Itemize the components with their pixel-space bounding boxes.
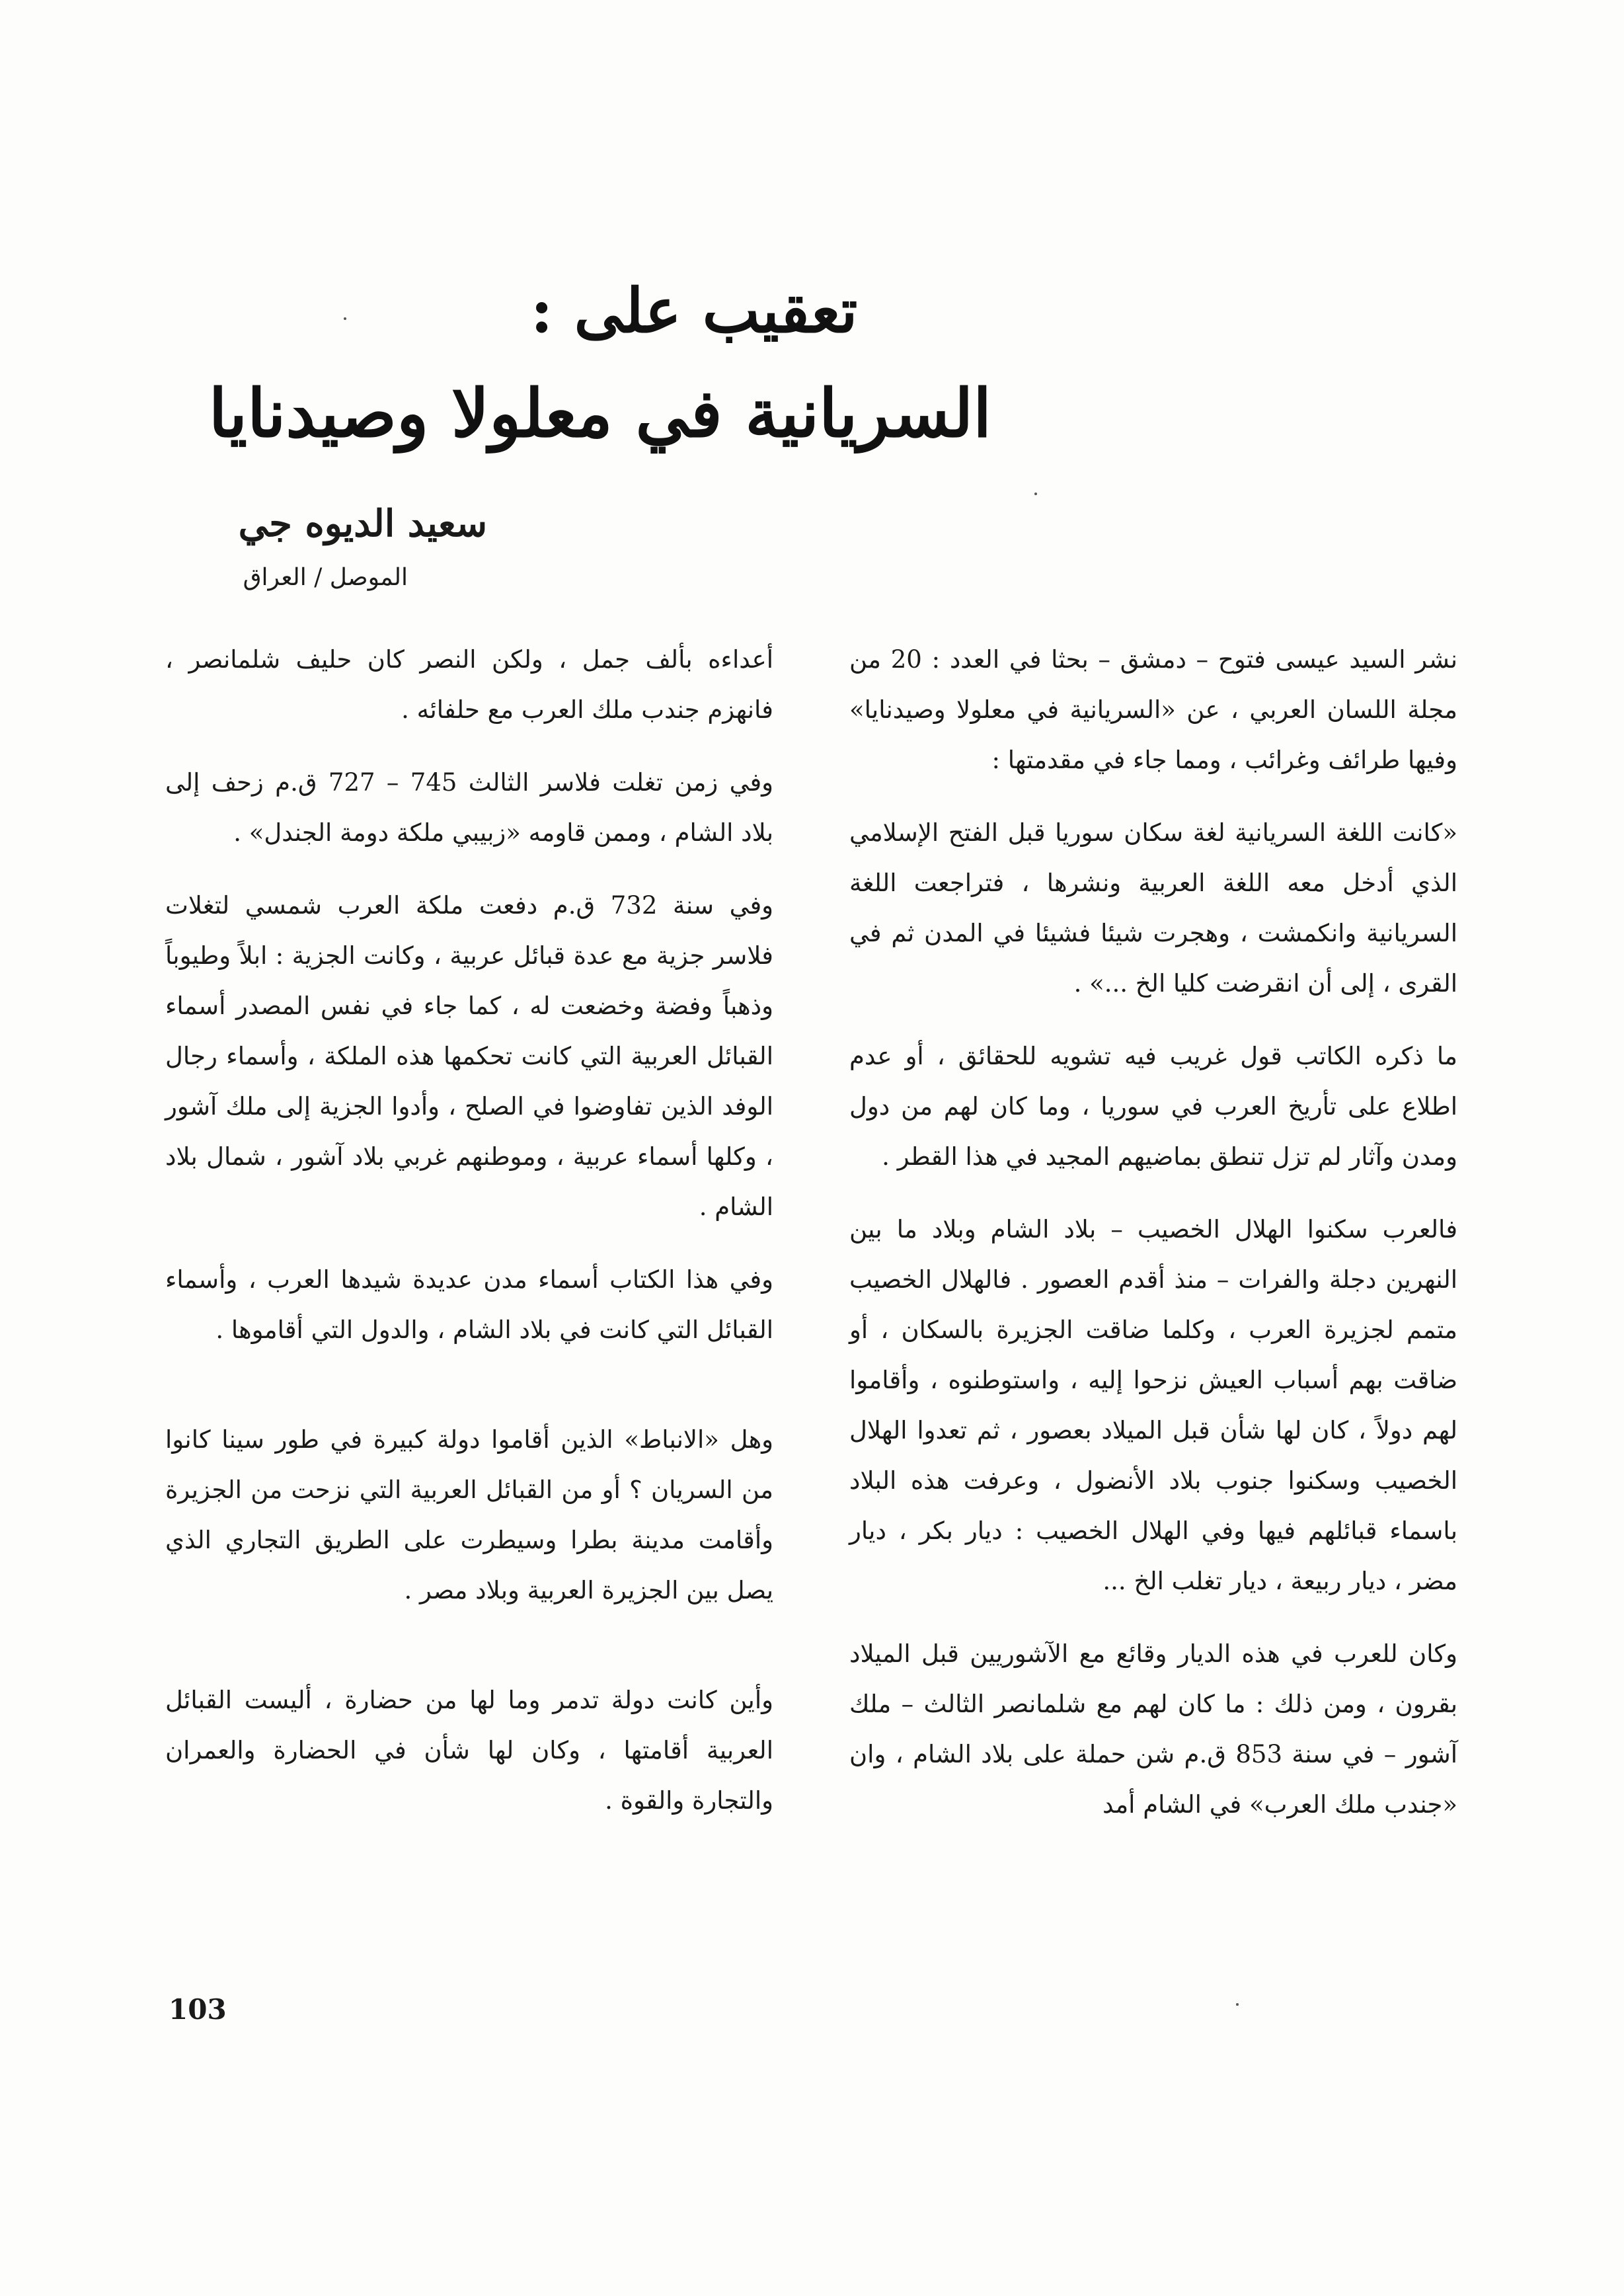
author-name: سعيد الديوه جي: [238, 502, 487, 545]
scan-speck: [344, 317, 346, 320]
article-title: [208, 264, 991, 463]
paragraph: وكان للعرب في هذه الديار وقائع مع الآشوريين قبل الميلاد بقرون ، ومن ذلك : ما كان لهم مع شلمانصر الثالث – ملك آشور – في سنة 853 ق.م شن حملة على بلاد الشام ، وان «جندب ملك العرب» في الشام أمد: [849, 1640, 1457, 1819]
author-block: [91, 496, 487, 599]
paragraph: وفي زمن تغلت فلاسر الثالث 745 – 727 ق.م زحف إلى بلاد الشام ، وممن قاومه «زبيبي ملكة دومة الجندل» .: [165, 768, 774, 847]
paragraph: وهل «الانباط» الذين أقاموا دولة كبيرة في طور سينا كانوا من السريان ؟ أو من القبائل العربية التي نزحت من الجزيرة وأقامت مدينة بطرا وسيطرت على الطريق التجاري الذي يصل بين الجزيرة العربية وبلاد مصر .: [165, 1425, 773, 1604]
paragraph: وفي سنة 732 ق.م دفعت ملكة العرب شمسي لتغلات فلاسر جزية مع عدة قبائل عربية ، وكانت الجزية : ابلاً وطيوباً وذهباً وفضة وخضعت له ، كما جاء في نفس المصدر أسماء القبائل العربية التي كانت تحكمها هذه الملكة ، وأسماء رجال الوفد الذين تفاوضوا في الصلح ، وأدوا الجزية إلى ملك آشور ، وكلها أسماء عربية ، وموطنهم غربي بلاد آشور ، شمال بلاد الشام .: [165, 891, 773, 1221]
paragraph: وأين كانت دولة تدمر وما لها من حضارة ، أليست القبائل العربية أقامتها ، وكان لها شأن في الحضارة والعمران والتجارة والقوة .: [165, 1686, 773, 1815]
paragraph: نشر السيد عيسى فتوح – دمشق – بحثا في العدد : 20 من مجلة اللسان العربي ، عن «السريانية في معلولا وصيدنايا» وفيها طرائف وغرائب ، ومما جاء في مقدمتها :: [849, 645, 1457, 774]
title-line-2: السريانية في معلولا وصيدنايا: [208, 374, 991, 452]
paragraph: فالعرب سكنوا الهلال الخصيب – بلاد الشام وبلاد ما بين النهرين دجلة والفرات – منذ أقدم العصور . فالهلال الخصيب متمم لجزيرة العرب ، وكلما ضاقت الجزيرة بالسكان ، أو ضاقت بهم أسباب العيش نزحوا إليه ، واستوطنوه ، وأقاموا لهم دولاً ، كان لها شأن قبل الميلاد بعصور ، ثم تعدوا الهلال الخصيب وسكنوا جنوب بلاد الأنضول ، وعرفت هذه البلاد باسماء قبائلهم فيها وفي الهلال الخصيب : ديار بكر ، ديار مضر ، ديار ربيعة ، ديار تغلب الخ ...: [849, 1215, 1457, 1595]
title-line-1: تعقيب على :: [530, 275, 858, 346]
paragraph: «كانت اللغة السريانية لغة سكان سوريا قبل الفتح الإسلامي الذي أدخل معه اللغة العربية ونشرها ، فتراجعت اللغة السريانية وانكمشت ، وهجرت شيئا فشيئا في المدن ثم في القرى ، إلى أن انقرضت كليا الخ ...» .: [849, 818, 1457, 998]
right-column: [849, 635, 1457, 1852]
scan-speck: [1236, 2003, 1239, 2006]
paragraph: أعداءه بألف جمل ، ولكن النصر كان حليف شلمانصر ، فانهزم جندب ملك العرب مع حلفائه .: [165, 645, 773, 724]
left-column: [165, 635, 773, 1848]
author-location: الموصل / العراق: [243, 564, 408, 591]
paragraph: وفي هذا الكتاب أسماء مدن عديدة شيدها العرب ، وأسماء القبائل التي كانت في بلاد الشام ، والدول التي أقاموها .: [165, 1265, 773, 1344]
scan-speck: [1034, 493, 1037, 495]
page-number: 103: [169, 1993, 227, 2026]
paragraph: ما ذكره الكاتب قول غريب فيه تشويه للحقائق ، أو عدم اطلاع على تأريخ العرب في سوريا ، وما كان لهم من دول ومدن وآثار لم تزل تنطق بماضيهم المجيد في هذا القطر .: [849, 1042, 1457, 1171]
